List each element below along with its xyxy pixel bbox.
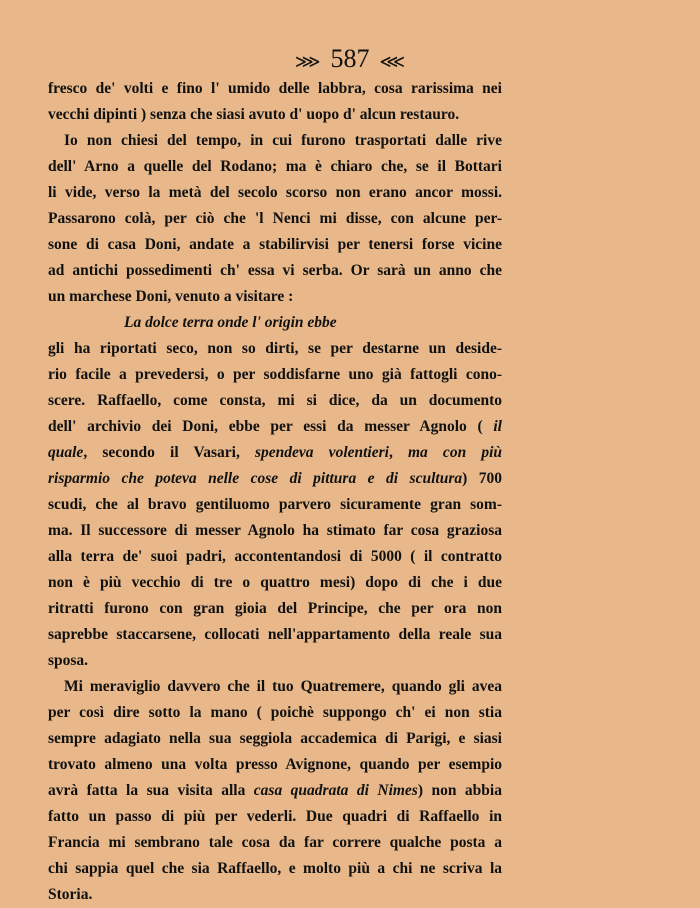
- text-run: ritratti furono con gran gioia del Principe, che per ora non: [48, 600, 502, 617]
- text-line: [48, 232, 502, 258]
- italic-text: quale: [48, 444, 84, 461]
- text-line: [48, 518, 502, 544]
- text-run: li vide, verso la metà del secolo scorso non erano ancor mossi.: [48, 184, 502, 201]
- text-line: [48, 544, 502, 570]
- text-line: [48, 804, 502, 830]
- text-run: saprebbe staccarsene, collocati nell'appartamento della reale sua: [48, 626, 502, 643]
- text-run: Storia.: [48, 886, 93, 903]
- text-line: [48, 830, 502, 856]
- text-run: sempre adagiato nella sua seggiola accademica di Parigi, e siasi: [48, 730, 502, 747]
- text-line: [48, 180, 502, 206]
- text-run: ,: [388, 444, 408, 461]
- text-line: [48, 336, 502, 362]
- text-run: fresco de' volti e fino l' umido delle labbra, cosa rarissima nei: [48, 80, 502, 97]
- italic-text: il: [493, 418, 502, 435]
- text-line: [48, 414, 502, 440]
- text-run: Io non chiesi del tempo, in cui furono trasportati dalle rive: [64, 132, 502, 149]
- text-run: sone di casa Doni, andate a stabilirvisi per tenersi forse vicine: [48, 236, 502, 253]
- text-line: [48, 622, 502, 648]
- text-run: un marchese Doni, venuto a visitare :: [48, 288, 294, 305]
- page-header: [0, 44, 700, 76]
- text-run: Francia mi sembrano tale cosa da far correre qualche posta a: [48, 834, 502, 851]
- text-run: scudi, che al bravo gentiluomo parvero sicuramente gran som-: [48, 496, 502, 513]
- text-line: [48, 466, 502, 492]
- text-line: [48, 726, 502, 752]
- text-run: ma. Il successore di messer Agnolo ha stimato far cosa graziosa: [48, 522, 502, 539]
- text-run: trovato almeno una volta presso Avignone, quando per esempio: [48, 756, 502, 773]
- left-ornament-icon: ⋙: [294, 51, 321, 72]
- text-run: dell' Arno a quelle del Rodano; ma è chiaro che, se il Bottari: [48, 158, 502, 175]
- right-ornament-icon: ⋘: [379, 51, 406, 72]
- text-line: [48, 700, 502, 726]
- text-line: [48, 440, 502, 466]
- text-run: ) non abbia: [417, 782, 502, 799]
- italic-text: casa quadrata di Nimes: [253, 782, 418, 799]
- italic-text: risparmio che poteva nelle cose di pittura e di scultura: [48, 470, 463, 487]
- text-run: sposa.: [48, 652, 89, 669]
- text-line: [48, 154, 502, 180]
- text-run: Passarono colà, per ciò che 'l Nenci mi disse, con alcune per-: [48, 210, 502, 227]
- text-line: [48, 778, 502, 804]
- text-run: fatto un passo di più per vederli. Due quadri di Raffaello in: [48, 808, 502, 825]
- text-line: [48, 128, 502, 154]
- body-text: [48, 76, 502, 908]
- text-line: [48, 284, 502, 310]
- text-line: [48, 310, 502, 336]
- page-number: 587: [330, 44, 370, 73]
- text-run: alla terra de' suoi padri, accontentandosi di 5000 ( il contratto: [48, 548, 502, 565]
- text-run: , secondo il Vasari,: [83, 444, 255, 461]
- text-line: [48, 752, 502, 778]
- text-line: [48, 570, 502, 596]
- text-line: [48, 206, 502, 232]
- italic-text: ma con più: [407, 444, 503, 461]
- text-run: ad antichi possedimenti ch' essa vi serba. Or sarà un anno che: [48, 262, 502, 279]
- text-run: scere. Raffaello, come consta, mi si dice, da un documento: [48, 392, 502, 409]
- text-line: [48, 596, 502, 622]
- text-run: avrà fatta la sua visita alla: [48, 782, 254, 799]
- text-run: rio facile a prevedersi, o per soddisfarne uno già fattogli cono-: [48, 366, 502, 383]
- text-run: chi sappia quel che sia Raffaello, e molto più a chi ne scriva la: [48, 860, 502, 877]
- text-run: dell' archivio dei Doni, ebbe per essi da messer Agnolo (: [48, 418, 494, 435]
- text-run: ) 700: [462, 470, 502, 487]
- text-run: Mi meraviglio davvero che il tuo Quatremere, quando gli avea: [64, 678, 502, 695]
- text-line: [48, 76, 502, 102]
- text-line: [48, 856, 502, 882]
- text-line: [48, 258, 502, 284]
- text-line: [48, 362, 502, 388]
- text-line: [48, 674, 502, 700]
- text-line: [48, 648, 502, 674]
- text-line: [48, 882, 502, 908]
- text-run: per così dire sotto la mano ( poichè suppongo ch' ei non stia: [48, 704, 502, 721]
- text-run: non è più vecchio di tre o quattro mesi) dopo di che i due: [48, 574, 502, 591]
- italic-text: spendeva volentieri: [255, 444, 389, 461]
- italic-text: La dolce terra onde l' origin ebbe: [124, 314, 337, 331]
- text-run: gli ha riportati seco, non so dirti, se per destarne un deside-: [48, 340, 502, 357]
- text-run: vecchi dipinti ) senza che siasi avuto d' uopo d' alcun restauro.: [48, 106, 460, 123]
- text-line: [48, 102, 502, 128]
- text-line: [48, 492, 502, 518]
- text-line: [48, 388, 502, 414]
